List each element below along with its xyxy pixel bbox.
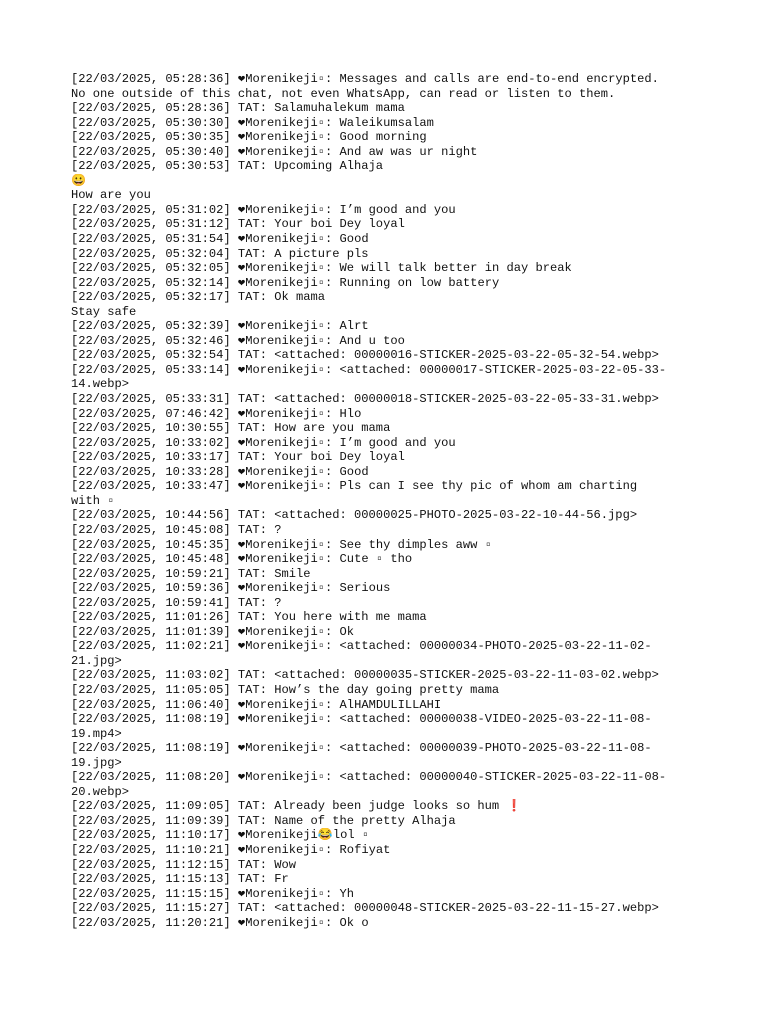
chat-line: [22/03/2025, 10:33:28] ❤Morenikeji▫: Good: [71, 464, 369, 479]
chat-line: How are you: [71, 188, 151, 203]
chat-line: [22/03/2025, 11:12:15] TAT: Wow: [71, 857, 296, 872]
chat-line: [22/03/2025, 10:33:47] ❤Morenikeji▫: Pls can I see thy pic of whom am charting: [71, 479, 638, 494]
chat-line: [22/03/2025, 05:30:53] TAT: Upcoming Alhaja: [71, 159, 384, 174]
chat-line: [22/03/2025, 11:15:15] ❤Morenikeji▫: Yh: [71, 886, 355, 901]
chat-line: [22/03/2025, 05:28:36] ❤Morenikeji▫: Messages and calls are end-to-end encrypted.: [71, 72, 659, 86]
chat-line: [22/03/2025, 11:08:20] ❤Morenikeji▫: <attached: 00000040-STICKER-2025-03-22-11-08-: [71, 770, 667, 785]
chat-line: [22/03/2025, 10:45:48] ❤Morenikeji▫: Cute ▫ tho: [71, 552, 413, 567]
chat-line: [22/03/2025, 10:44:56] TAT: <attached: 00000025-PHOTO-2025-03-22-10-44-56.jpg>: [71, 508, 638, 523]
chat-line: [22/03/2025, 05:30:30] ❤Morenikeji▫: Waleikumsalam: [71, 115, 434, 130]
chat-line: [22/03/2025, 11:06:40] ❤Morenikeji▫: AlHAMDULILLAHI: [71, 697, 442, 712]
chat-line: 19.mp4>: [71, 726, 122, 741]
chat-line: [22/03/2025, 05:28:36] TAT: Salamuhalekum mama: [71, 101, 405, 116]
chat-line: [22/03/2025, 10:59:36] ❤Morenikeji▫: Serious: [71, 581, 391, 596]
chat-line: [22/03/2025, 11:08:19] ❤Morenikeji▫: <attached: 00000038-VIDEO-2025-03-22-11-08-: [71, 712, 652, 727]
chat-line: [22/03/2025, 11:05:05] TAT: How’s the day going pretty mama: [71, 682, 500, 697]
chat-line: 😀: [71, 173, 87, 188]
chat-line: 14.webp>: [71, 377, 130, 392]
chat-line: [22/03/2025, 10:45:35] ❤Morenikeji▫: See thy dimples aww ▫: [71, 537, 492, 552]
chat-line: [22/03/2025, 05:33:14] ❤Morenikeji▫: <attached: 00000017-STICKER-2025-03-22-05-33-: [71, 362, 667, 377]
chat-line: [22/03/2025, 11:01:26] TAT: You here with me mama: [71, 610, 427, 625]
chat-transcript: [71, 72, 701, 930]
chat-line: [22/03/2025, 10:33:02] ❤Morenikeji▫: I’m good and you: [71, 435, 456, 450]
chat-line: [22/03/2025, 10:59:21] TAT: Smile: [71, 566, 311, 581]
chat-line: [22/03/2025, 05:30:35] ❤Morenikeji▫: Good morning: [71, 130, 427, 145]
chat-line: [22/03/2025, 11:09:05] TAT: Already been judge looks so hum ❗: [71, 799, 522, 814]
chat-line: [22/03/2025, 05:32:14] ❤Morenikeji▫: Running on low battery: [71, 275, 500, 290]
chat-line: [22/03/2025, 10:59:41] TAT: ?: [71, 595, 282, 610]
chat-line: [22/03/2025, 05:32:05] ❤Morenikeji▫: We will talk better in day break: [71, 261, 572, 276]
chat-line: [22/03/2025, 11:15:13] TAT: Fr: [71, 872, 289, 887]
chat-line: [22/03/2025, 05:32:46] ❤Morenikeji▫: And u too: [71, 333, 405, 348]
chat-line: Stay safe: [71, 304, 137, 319]
chat-line: [22/03/2025, 07:46:42] ❤Morenikeji▫: Hlo: [71, 406, 362, 421]
chat-line: [22/03/2025, 11:20:21] ❤Morenikeji▫: Ok o: [71, 915, 369, 930]
chat-line: [22/03/2025, 05:32:17] TAT: Ok mama: [71, 290, 326, 305]
chat-line: No one outside of this chat, not even WhatsApp, can read or listen to them.: [71, 86, 616, 101]
chat-line: with ▫: [71, 493, 115, 508]
chat-line: [22/03/2025, 10:45:08] TAT: ?: [71, 522, 282, 537]
chat-line: 19.jpg>: [71, 755, 122, 770]
chat-line: 21.jpg>: [71, 653, 122, 668]
chat-line: 20.webp>: [71, 784, 130, 799]
chat-line: [22/03/2025, 11:15:27] TAT: <attached: 00000048-STICKER-2025-03-22-11-15-27.webp>: [71, 901, 659, 916]
chat-line: [22/03/2025, 05:32:04] TAT: A picture pls: [71, 246, 369, 261]
chat-line: [22/03/2025, 11:10:21] ❤Morenikeji▫: Rofiyat: [71, 842, 391, 857]
chat-line: [22/03/2025, 05:32:54] TAT: <attached: 00000016-STICKER-2025-03-22-05-32-54.webp>: [71, 348, 659, 363]
chat-line: [22/03/2025, 11:02:21] ❤Morenikeji▫: <attached: 00000034-PHOTO-2025-03-22-11-02-: [71, 639, 652, 654]
chat-line: [22/03/2025, 10:33:17] TAT: Your boi Dey loyal: [71, 450, 405, 465]
chat-line: [22/03/2025, 05:32:39] ❤Morenikeji▫: Alrt: [71, 319, 369, 334]
chat-line: [22/03/2025, 10:30:55] TAT: How are you mama: [71, 421, 391, 436]
chat-line: [22/03/2025, 11:03:02] TAT: <attached: 00000035-STICKER-2025-03-22-11-03-02.webp>: [71, 668, 659, 683]
chat-line: [22/03/2025, 11:01:39] ❤Morenikeji▫: Ok: [71, 624, 355, 639]
chat-line: [22/03/2025, 05:31:12] TAT: Your boi Dey loyal: [71, 217, 405, 232]
chat-line: [22/03/2025, 11:09:39] TAT: Name of the pretty Alhaja: [71, 813, 456, 828]
chat-line: [22/03/2025, 05:30:40] ❤Morenikeji▫: And aw was ur night: [71, 144, 478, 159]
chat-line: [22/03/2025, 11:08:19] ❤Morenikeji▫: <attached: 00000039-PHOTO-2025-03-22-11-08-: [71, 741, 652, 756]
chat-line: [22/03/2025, 05:31:02] ❤Morenikeji▫: I’m good and you: [71, 202, 456, 217]
chat-line: [22/03/2025, 11:10:17] ❤Morenikeji😂lol ▫: [71, 828, 370, 843]
chat-line: [22/03/2025, 05:31:54] ❤Morenikeji▫: Good: [71, 232, 369, 247]
chat-line: [22/03/2025, 05:33:31] TAT: <attached: 00000018-STICKER-2025-03-22-05-33-31.webp>: [71, 392, 659, 407]
